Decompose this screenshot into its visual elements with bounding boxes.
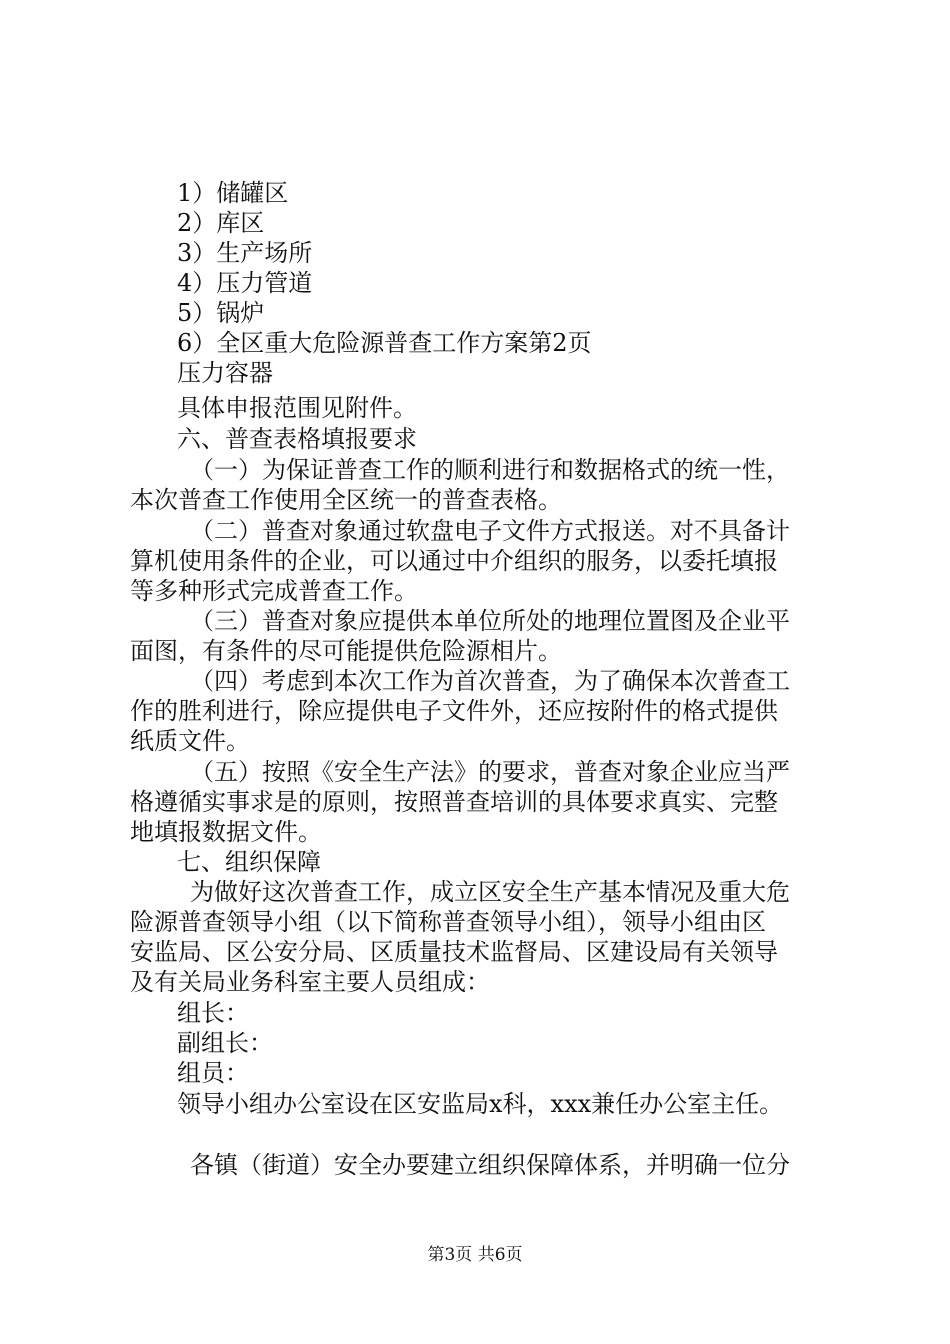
paragraph-line: 为做好这次普查工作，成立区安全生产基本情况及重大危 bbox=[190, 878, 790, 906]
paragraph-line: 地填报数据文件。 bbox=[130, 818, 322, 846]
paragraph-line: 等多种形式完成普查工作。 bbox=[130, 577, 418, 605]
page-footer: 第3页 共6页 bbox=[427, 1245, 523, 1265]
list-item: 3）生产场所 bbox=[177, 239, 313, 267]
paragraph-line: 本次普查工作使用全区统一的普查表格。 bbox=[130, 486, 562, 514]
members-label: 组员： bbox=[177, 1059, 249, 1087]
paragraph-line: （三）普查对象应提供本单位所处的地理位置图及企业平 bbox=[190, 607, 790, 635]
deputy-label: 副组长： bbox=[177, 1029, 273, 1057]
list-item: 1）储罐区 bbox=[177, 179, 289, 207]
list-item: 4）压力管道 bbox=[177, 269, 313, 297]
paragraph-line: 作的胜利进行，除应提供电子文件外，还应按附件的格式提供 bbox=[130, 697, 778, 725]
paragraph-line: 安监局、区公安分局、区质量技术监督局、区建设局有关领导 bbox=[130, 938, 778, 966]
paragraph-line: （五）按照《安全生产法》的要求，普查对象企业应当严 bbox=[190, 758, 790, 786]
list-item: 压力容器 bbox=[177, 359, 273, 387]
list-item: 2）库区 bbox=[177, 209, 265, 237]
section-heading: 七、组织保障 bbox=[177, 848, 321, 876]
paragraph-line: 面图，有条件的尽可能提供危险源相片。 bbox=[130, 637, 562, 665]
scope-note: 具体申报范围见附件。 bbox=[177, 394, 417, 422]
paragraph-line: 格遵循实事求是的原则，按照普查培训的具体要求真实、完整 bbox=[130, 788, 778, 816]
paragraph-line: 及有关局业务科室主要人员组成： bbox=[130, 968, 490, 996]
leader-label: 组长： bbox=[177, 999, 249, 1027]
section-heading: 六、普查表格填报要求 bbox=[177, 425, 417, 453]
paragraph-line: 算机使用条件的企业，可以通过中介组织的服务，以委托填报 bbox=[130, 547, 778, 575]
paragraph-line: 险源普查领导小组（以下简称普查领导小组），领导小组由区 bbox=[130, 908, 766, 936]
paragraph-line: （二）普查对象通过软盘电子文件方式报送。对不具备计 bbox=[190, 517, 790, 545]
list-item: 6）全区重大危险源普查工作方案第2页 bbox=[177, 329, 592, 357]
paragraph-line: （一）为保证普查工作的顺利进行和数据格式的统一性， bbox=[190, 456, 790, 484]
office-note: 领导小组办公室设在区安监局x科，xxx兼任办公室主任。 bbox=[177, 1090, 784, 1118]
paragraph-line: 纸质文件。 bbox=[130, 727, 250, 755]
paragraph-line: 各镇（街道）安全办要建立组织保障体系，并明确一位分 bbox=[190, 1151, 790, 1179]
list-item: 5）锅炉 bbox=[177, 299, 265, 327]
paragraph-line: （四）考虑到本次工作为首次普查，为了确保本次普查工 bbox=[190, 667, 790, 695]
